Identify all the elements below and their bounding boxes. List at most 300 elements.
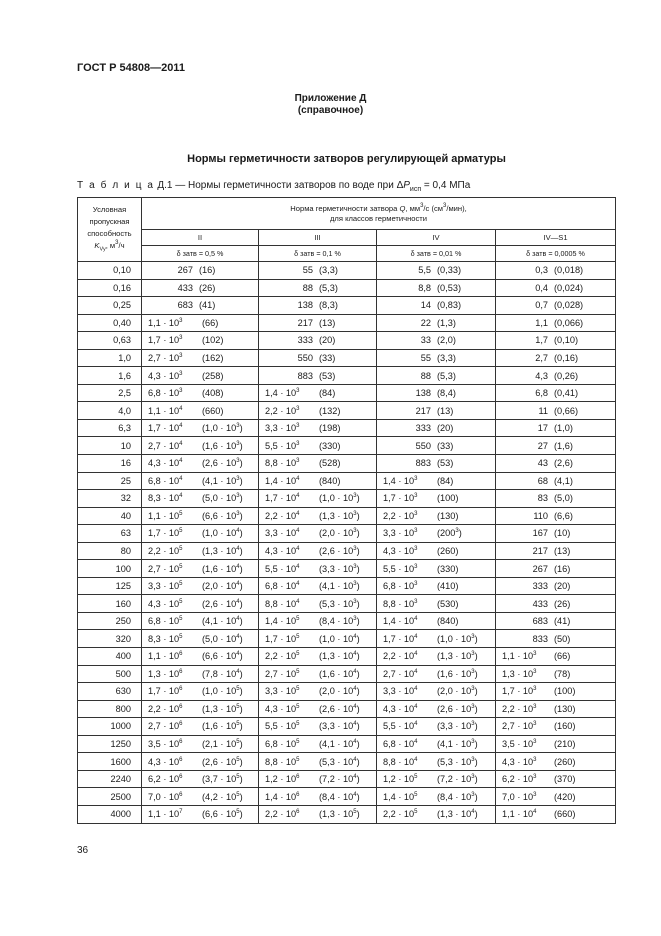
q-mm3s: 138 <box>415 388 431 399</box>
q-mm3s: $5,5 \cdot 10^3$ <box>265 440 300 451</box>
q-cm3min: $(1,6 \cdot 10^4)$ <box>202 563 243 574</box>
q-cm3min: (3,3) <box>319 265 338 276</box>
caption-sub: исп <box>409 186 422 193</box>
norm-cell <box>377 630 496 648</box>
norm-cell <box>259 805 377 823</box>
table-row <box>78 560 616 578</box>
kv-value: 32 <box>78 490 142 508</box>
standard-code: ГОСТ Р 54808—2011 <box>77 62 185 74</box>
kv-value: 100 <box>78 560 142 578</box>
q-mm3s: $6,8 \cdot 10^4$ <box>265 581 300 592</box>
q-mm3s: $8,3 \cdot 10^4$ <box>148 493 183 504</box>
q-mm3s: $8,3 \cdot 10^5$ <box>148 633 183 644</box>
norm-cell <box>259 419 377 437</box>
q-mm3s: $4,3 \cdot 10^4$ <box>265 546 300 557</box>
q-cm3min: (408) <box>202 388 224 399</box>
q-cm3min: $(1,6 \cdot 10^4)$ <box>319 668 360 679</box>
q-mm3s: $2,7 \cdot 10^6$ <box>148 721 183 732</box>
kv-value: 2500 <box>78 788 142 806</box>
q-mm3s: $1,3 \cdot 10^6$ <box>148 668 183 679</box>
kv-column-header: Условная пропускная способность $K_{Vy}$, $м^3/ч$ <box>78 198 142 262</box>
q-cm3min: (330) <box>437 563 459 574</box>
norm-cell <box>496 612 616 630</box>
q-mm3s: $1,4 \cdot 10^5$ <box>265 616 300 627</box>
q-cm3min: $(2,0 \cdot 10^4)$ <box>319 686 360 697</box>
q-mm3s: $1,1 \cdot 10^5$ <box>148 510 183 521</box>
norm-cell <box>496 595 616 613</box>
q-mm3s: 14 <box>420 300 431 311</box>
q-mm3s: 433 <box>177 282 193 293</box>
norm-cell <box>142 525 259 543</box>
norm-cell <box>496 683 616 701</box>
q-cm3min: $(5,3 \cdot 10^4)$ <box>319 756 360 767</box>
norm-cell <box>142 332 259 350</box>
q-cm3min: (66) <box>202 317 219 328</box>
q-cm3min: (13) <box>437 405 454 416</box>
norm-cell <box>142 648 259 666</box>
q-mm3s: $1,3 \cdot 10^3$ <box>502 668 537 679</box>
q-cm3min: $(4,1 \cdot 10^4)$ <box>202 616 243 627</box>
q-cm3min: (528) <box>319 458 341 469</box>
norm-cell <box>142 472 259 490</box>
q-cm3min: $(1,0 \cdot 10^4)$ <box>319 633 360 644</box>
q-mm3s: $1,7 \cdot 10^3$ <box>383 493 418 504</box>
q-cm3min: $(1,0 \cdot 10^4)$ <box>202 528 243 539</box>
table-row <box>78 507 616 525</box>
table-row <box>78 262 616 280</box>
norm-cell <box>259 770 377 788</box>
q-cm3min: $(1,6 \cdot 10^5)$ <box>202 721 243 732</box>
q-cm3min: (660) <box>202 405 224 416</box>
norm-cell <box>259 507 377 525</box>
q-cm3min: $(8,4 \cdot 10^3)$ <box>437 791 478 802</box>
norm-cell <box>377 437 496 455</box>
norm-cell <box>259 279 377 297</box>
norm-cell <box>377 419 496 437</box>
q-mm3s: 550 <box>415 440 431 451</box>
q-mm3s: $8,8 \cdot 10^5$ <box>265 756 300 767</box>
norm-cell <box>377 314 496 332</box>
q-cm3min: $(2,0 \cdot 10^3)$ <box>437 686 478 697</box>
norm-cell <box>496 490 616 508</box>
q-mm3s: 217 <box>297 317 313 328</box>
q-cm3min: (8,3) <box>319 300 338 311</box>
kv-value: 630 <box>78 683 142 701</box>
q-mm3s: $1,4 \cdot 10^6$ <box>265 791 300 802</box>
q-mm3s: $3,3 \cdot 10^3$ <box>265 423 300 434</box>
q-cm3min: (33) <box>319 353 336 363</box>
q-cm3min: $(1,0 \cdot 10^5)$ <box>202 686 243 697</box>
q-cm3min: (0,10) <box>554 335 579 346</box>
q-mm3s: $2,2 \cdot 10^6$ <box>148 703 183 714</box>
kv-value: 40 <box>78 507 142 525</box>
table-row <box>78 490 616 508</box>
norm-cell <box>377 753 496 771</box>
q-mm3s: $1,7 \cdot 10^3$ <box>502 686 537 697</box>
q-cm3min: (78) <box>554 668 571 679</box>
norm-cell <box>496 718 616 736</box>
q-cm3min: (130) <box>554 703 576 714</box>
q-cm3min: (84) <box>437 475 454 486</box>
q-cm3min: (2,0) <box>437 335 456 346</box>
q-mm3s: $6,2 \cdot 10^3$ <box>502 774 537 785</box>
delta-header-row <box>78 246 616 262</box>
norm-cell <box>142 700 259 718</box>
kv-value: 125 <box>78 577 142 595</box>
delta-label: δ затв = 0,0005 % <box>496 246 616 262</box>
q-mm3s: $6,8 \cdot 10^3$ <box>148 388 183 399</box>
norm-cell <box>142 683 259 701</box>
kv-value: 0,40 <box>78 314 142 332</box>
q-mm3s: $6,8 \cdot 10^3$ <box>383 581 418 592</box>
norm-cell <box>142 577 259 595</box>
q-cm3min: $(5,0 \cdot 10^3)$ <box>202 493 243 504</box>
q-cm3min: $(4,1 \cdot 10^3)$ <box>437 739 478 750</box>
kv-value: 400 <box>78 648 142 666</box>
table-body <box>78 198 616 824</box>
table-row <box>78 542 616 560</box>
norm-cell <box>259 472 377 490</box>
table-row <box>78 735 616 753</box>
norm-cell <box>142 419 259 437</box>
kv-value: 63 <box>78 525 142 543</box>
norm-cell <box>496 419 616 437</box>
q-cm3min: (840) <box>437 616 459 627</box>
q-cm3min: (100) <box>554 686 576 697</box>
q-mm3s: 43 <box>537 458 548 469</box>
norm-header: Норма герметичности затвора Q, $мм^3/с$ $(см^3/мин)$, для классов герметичности <box>142 198 616 230</box>
kv-value: 2240 <box>78 770 142 788</box>
q-mm3s: 8,8 <box>418 282 431 293</box>
norm-cell <box>377 700 496 718</box>
q-mm3s: $8,8 \cdot 10^4$ <box>265 598 300 609</box>
q-cm3min: (6,6) <box>554 510 573 521</box>
norm-cell <box>142 437 259 455</box>
norm-cell <box>259 367 377 385</box>
q-mm3s: $1,7 \cdot 10^4$ <box>148 423 183 434</box>
delta-label: δ затв = 0,1 % <box>259 246 377 262</box>
q-mm3s: $2,2 \cdot 10^3$ <box>383 510 418 521</box>
q-mm3s: 17 <box>537 423 548 434</box>
norm-cell <box>377 332 496 350</box>
q-cm3min: $(3,3 \cdot 10^3)$ <box>437 721 478 732</box>
q-mm3s: $1,4 \cdot 10^4$ <box>383 616 418 627</box>
q-mm3s: $1,4 \cdot 10^3$ <box>265 388 300 399</box>
q-mm3s: $2,2 \cdot 10^6$ <box>265 809 300 820</box>
norm-cell <box>496 472 616 490</box>
norm-cell <box>496 735 616 753</box>
q-mm3s: $4,3 \cdot 10^4$ <box>383 703 418 714</box>
q-cm3min: (41) <box>554 616 571 627</box>
q-mm3s: $3,5 \cdot 10^3$ <box>502 739 537 750</box>
norm-cell <box>142 507 259 525</box>
kv-value: 0,10 <box>78 262 142 280</box>
norm-cell <box>142 367 259 385</box>
q-mm3s: $1,7 \cdot 10^6$ <box>148 686 183 697</box>
norm-cell <box>142 718 259 736</box>
q-mm3s: 55 <box>420 353 431 363</box>
q-mm3s: 217 <box>532 546 548 557</box>
kv-value: 1600 <box>78 753 142 771</box>
q-mm3s: 0,3 <box>535 265 548 276</box>
q-cm3min: (20) <box>319 335 336 346</box>
appendix-heading <box>0 93 661 117</box>
kv-value: 1000 <box>78 718 142 736</box>
norm-cell <box>142 455 259 473</box>
q-mm3s: 333 <box>297 335 313 346</box>
norm-cell <box>259 542 377 560</box>
q-mm3s: $1,4 \cdot 10^3$ <box>383 475 418 486</box>
table-row <box>78 402 616 420</box>
norm-cell <box>259 700 377 718</box>
table-row <box>78 718 616 736</box>
norm-cell <box>142 279 259 297</box>
q-cm3min: $(4,1 \cdot 10^3)$ <box>202 475 243 486</box>
norm-cell <box>259 665 377 683</box>
q-mm3s: $7,0 \cdot 10^3$ <box>502 791 537 802</box>
q-cm3min: $(5,3 \cdot 10^3)$ <box>437 756 478 767</box>
norm-cell <box>259 437 377 455</box>
q-mm3s: 167 <box>532 528 548 539</box>
q-mm3s: $1,7 \cdot 10^5$ <box>265 633 300 644</box>
kv-value: 1,0 <box>78 349 142 367</box>
q-mm3s: 1,7 <box>535 335 548 346</box>
caption-text-end: = 0,4 МПа <box>421 180 471 191</box>
norm-cell <box>377 525 496 543</box>
appendix-note: (справочное) <box>297 105 364 116</box>
q-mm3s: $2,7 \cdot 10^4$ <box>148 440 183 451</box>
q-cm3min: (260) <box>554 756 576 767</box>
norm-cell <box>496 367 616 385</box>
class-header: III <box>259 230 377 246</box>
q-cm3min: (0,066) <box>554 317 584 328</box>
kv-value: 500 <box>78 665 142 683</box>
norm-cell <box>142 612 259 630</box>
q-cm3min: (370) <box>554 774 576 785</box>
table-caption <box>77 180 470 193</box>
q-mm3s: 6,8 <box>535 388 548 399</box>
q-mm3s: $2,7 \cdot 10^3$ <box>502 721 537 732</box>
q-cm3min: $(1,6 \cdot 10^3)$ <box>202 440 243 451</box>
norm-cell <box>377 262 496 280</box>
norm-cell <box>142 735 259 753</box>
q-mm3s: $6,2 \cdot 10^6$ <box>148 774 183 785</box>
table-row <box>78 349 616 367</box>
page-number: 36 <box>77 845 89 856</box>
q-cm3min: $(2,6 \cdot 10^4)$ <box>319 703 360 714</box>
q-cm3min: (0,53) <box>437 282 462 293</box>
norm-cell <box>142 262 259 280</box>
q-cm3min: $(1,3 \cdot 10^5)$ <box>202 703 243 714</box>
norm-cell <box>377 542 496 560</box>
q-mm3s: $2,2 \cdot 10^5$ <box>265 651 300 662</box>
kv-value: 10 <box>78 437 142 455</box>
q-mm3s: $8,8 \cdot 10^3$ <box>383 598 418 609</box>
table-row <box>78 612 616 630</box>
q-cm3min: $(2,6 \cdot 10^4)$ <box>202 598 243 609</box>
norm-cell <box>142 542 259 560</box>
delta-label: δ затв = 0,01 % <box>377 246 496 262</box>
kv-value: 800 <box>78 700 142 718</box>
q-cm3min: $(2,6 \cdot 10^3)$ <box>319 546 360 557</box>
q-cm3min: $(1,6 \cdot 10^3)$ <box>437 668 478 679</box>
norm-cell <box>377 665 496 683</box>
q-mm3s: $2,2 \cdot 10^3$ <box>502 703 537 714</box>
q-cm3min: $(4,1 \cdot 10^4)$ <box>319 739 360 750</box>
norm-cell <box>142 560 259 578</box>
norm-cell <box>496 770 616 788</box>
table-row <box>78 455 616 473</box>
norm-cell <box>377 367 496 385</box>
class-header: II <box>142 230 259 246</box>
norm-cell <box>496 455 616 473</box>
norm-cell <box>377 507 496 525</box>
q-cm3min: $(1,3 \cdot 10^3)$ <box>319 510 360 521</box>
norm-cell <box>259 612 377 630</box>
q-mm3s: $2,7 \cdot 10^5$ <box>265 668 300 679</box>
q-mm3s: $5,5 \cdot 10^5$ <box>265 721 300 732</box>
q-cm3min: (260) <box>437 546 459 557</box>
q-mm3s: 267 <box>532 563 548 574</box>
q-mm3s: $1,1 \cdot 10^3$ <box>148 317 183 328</box>
norm-cell <box>496 788 616 806</box>
q-cm3min: (198) <box>319 423 341 434</box>
norm-cell <box>142 314 259 332</box>
norm-cell <box>142 384 259 402</box>
norm-cell <box>142 770 259 788</box>
q-mm3s: $7,0 \cdot 10^6$ <box>148 791 183 802</box>
norm-cell <box>496 805 616 823</box>
q-mm3s: 683 <box>532 616 548 627</box>
norm-cell <box>377 402 496 420</box>
q-mm3s: 2,7 <box>535 353 548 363</box>
q-mm3s: 333 <box>415 423 431 434</box>
norm-cell <box>259 577 377 595</box>
q-mm3s: $1,4 \cdot 10^5$ <box>383 791 418 802</box>
q-cm3min: (1,0) <box>554 423 573 434</box>
q-cm3min: (160) <box>554 721 576 732</box>
q-cm3min: $(6,6 \cdot 10^5)$ <box>202 809 243 820</box>
table-row <box>78 805 616 823</box>
norm-cell <box>259 297 377 315</box>
norm-cell <box>496 437 616 455</box>
q-cm3min: $(3,7 \cdot 10^5)$ <box>202 774 243 785</box>
q-cm3min: (4,1) <box>554 475 573 486</box>
norm-cell <box>496 525 616 543</box>
norm-cell <box>259 490 377 508</box>
norm-cell <box>496 279 616 297</box>
q-cm3min: (8,4) <box>437 388 456 399</box>
q-cm3min: $(1,3 \cdot 10^5)$ <box>319 809 360 820</box>
q-cm3min: $(6,6 \cdot 10^3)$ <box>202 510 243 521</box>
norm-cell <box>142 490 259 508</box>
q-cm3min: (162) <box>202 353 224 363</box>
q-cm3min: (132) <box>319 405 341 416</box>
q-mm3s: 683 <box>177 300 193 311</box>
caption-var: P <box>403 180 410 191</box>
q-mm3s: $6,8 \cdot 10^5$ <box>148 616 183 627</box>
table-row <box>78 297 616 315</box>
q-cm3min: (840) <box>319 475 341 486</box>
q-cm3min: (410) <box>437 581 459 592</box>
norm-cell <box>259 630 377 648</box>
q-mm3s: 88 <box>420 370 431 381</box>
kv-value: 0,25 <box>78 297 142 315</box>
q-mm3s: $3,3 \cdot 10^4$ <box>383 686 418 697</box>
q-cm3min: $(1,3 \cdot 10^4)$ <box>202 546 243 557</box>
q-cm3min: (2,6) <box>554 458 573 469</box>
q-mm3s: 110 <box>533 510 548 521</box>
norm-cell <box>142 788 259 806</box>
norm-cell <box>377 297 496 315</box>
q-mm3s: $5,5 \cdot 10^4$ <box>383 721 418 732</box>
q-cm3min: (660) <box>554 809 576 820</box>
q-cm3min: $(3,3 \cdot 10^4)$ <box>319 721 360 732</box>
table-row <box>78 630 616 648</box>
q-mm3s: 68 <box>537 475 548 486</box>
norm-cell <box>377 490 496 508</box>
norm-cell <box>377 279 496 297</box>
q-cm3min: (0,26) <box>554 370 579 381</box>
q-cm3min: (5,0) <box>554 493 573 504</box>
q-mm3s: $3,3 \cdot 10^5$ <box>265 686 300 697</box>
q-mm3s: $1,2 \cdot 10^6$ <box>265 774 300 785</box>
q-mm3s: $4,3 \cdot 10^5$ <box>148 598 183 609</box>
norm-cell <box>377 349 496 367</box>
norm-cell <box>259 455 377 473</box>
q-mm3s: $8,8 \cdot 10^3$ <box>265 458 300 469</box>
q-cm3min: $(1,0 \cdot 10^3)$ <box>202 423 243 434</box>
q-mm3s: 4,3 <box>535 370 548 381</box>
table-row <box>78 700 616 718</box>
norm-cell <box>377 455 496 473</box>
q-cm3min: $(200^3)$ <box>437 528 462 539</box>
caption-text-start: Д.1 — Нормы герметичности затворов по воде при Δ <box>157 180 404 191</box>
q-mm3s: $2,7 \cdot 10^3$ <box>148 353 183 363</box>
norm-cell <box>142 665 259 683</box>
q-cm3min: (10) <box>554 528 571 539</box>
q-cm3min: $(2,0 \cdot 10^3)$ <box>319 528 360 539</box>
norm-cell <box>496 314 616 332</box>
q-mm3s: $1,7 \cdot 10^5$ <box>148 528 183 539</box>
norm-cell <box>377 577 496 595</box>
norm-cell <box>142 753 259 771</box>
norm-cell <box>377 735 496 753</box>
q-cm3min: (84) <box>319 388 336 399</box>
table-row <box>78 332 616 350</box>
norm-cell <box>142 595 259 613</box>
kv-value: 4000 <box>78 805 142 823</box>
appendix-title: Приложение Д <box>294 93 367 104</box>
q-cm3min: $(2,6 \cdot 10^3)$ <box>202 458 243 469</box>
q-mm3s: $5,5 \cdot 10^3$ <box>383 563 418 574</box>
norm-cell <box>259 314 377 332</box>
q-mm3s: $2,2 \cdot 10^5$ <box>383 809 418 820</box>
class-header-row <box>78 230 616 246</box>
q-cm3min: $(7,8 \cdot 10^4)$ <box>202 668 243 679</box>
q-mm3s: $6,8 \cdot 10^4$ <box>383 739 418 750</box>
table-row <box>78 437 616 455</box>
norm-cell <box>496 297 616 315</box>
q-cm3min: (1,6) <box>554 440 573 451</box>
q-cm3min: (0,028) <box>554 300 584 311</box>
q-mm3s: 217 <box>415 405 431 416</box>
q-mm3s: $3,3 \cdot 10^4$ <box>265 528 300 539</box>
q-cm3min: (16) <box>199 265 216 276</box>
norm-cell <box>496 560 616 578</box>
table-row <box>78 525 616 543</box>
norm-cell <box>259 788 377 806</box>
